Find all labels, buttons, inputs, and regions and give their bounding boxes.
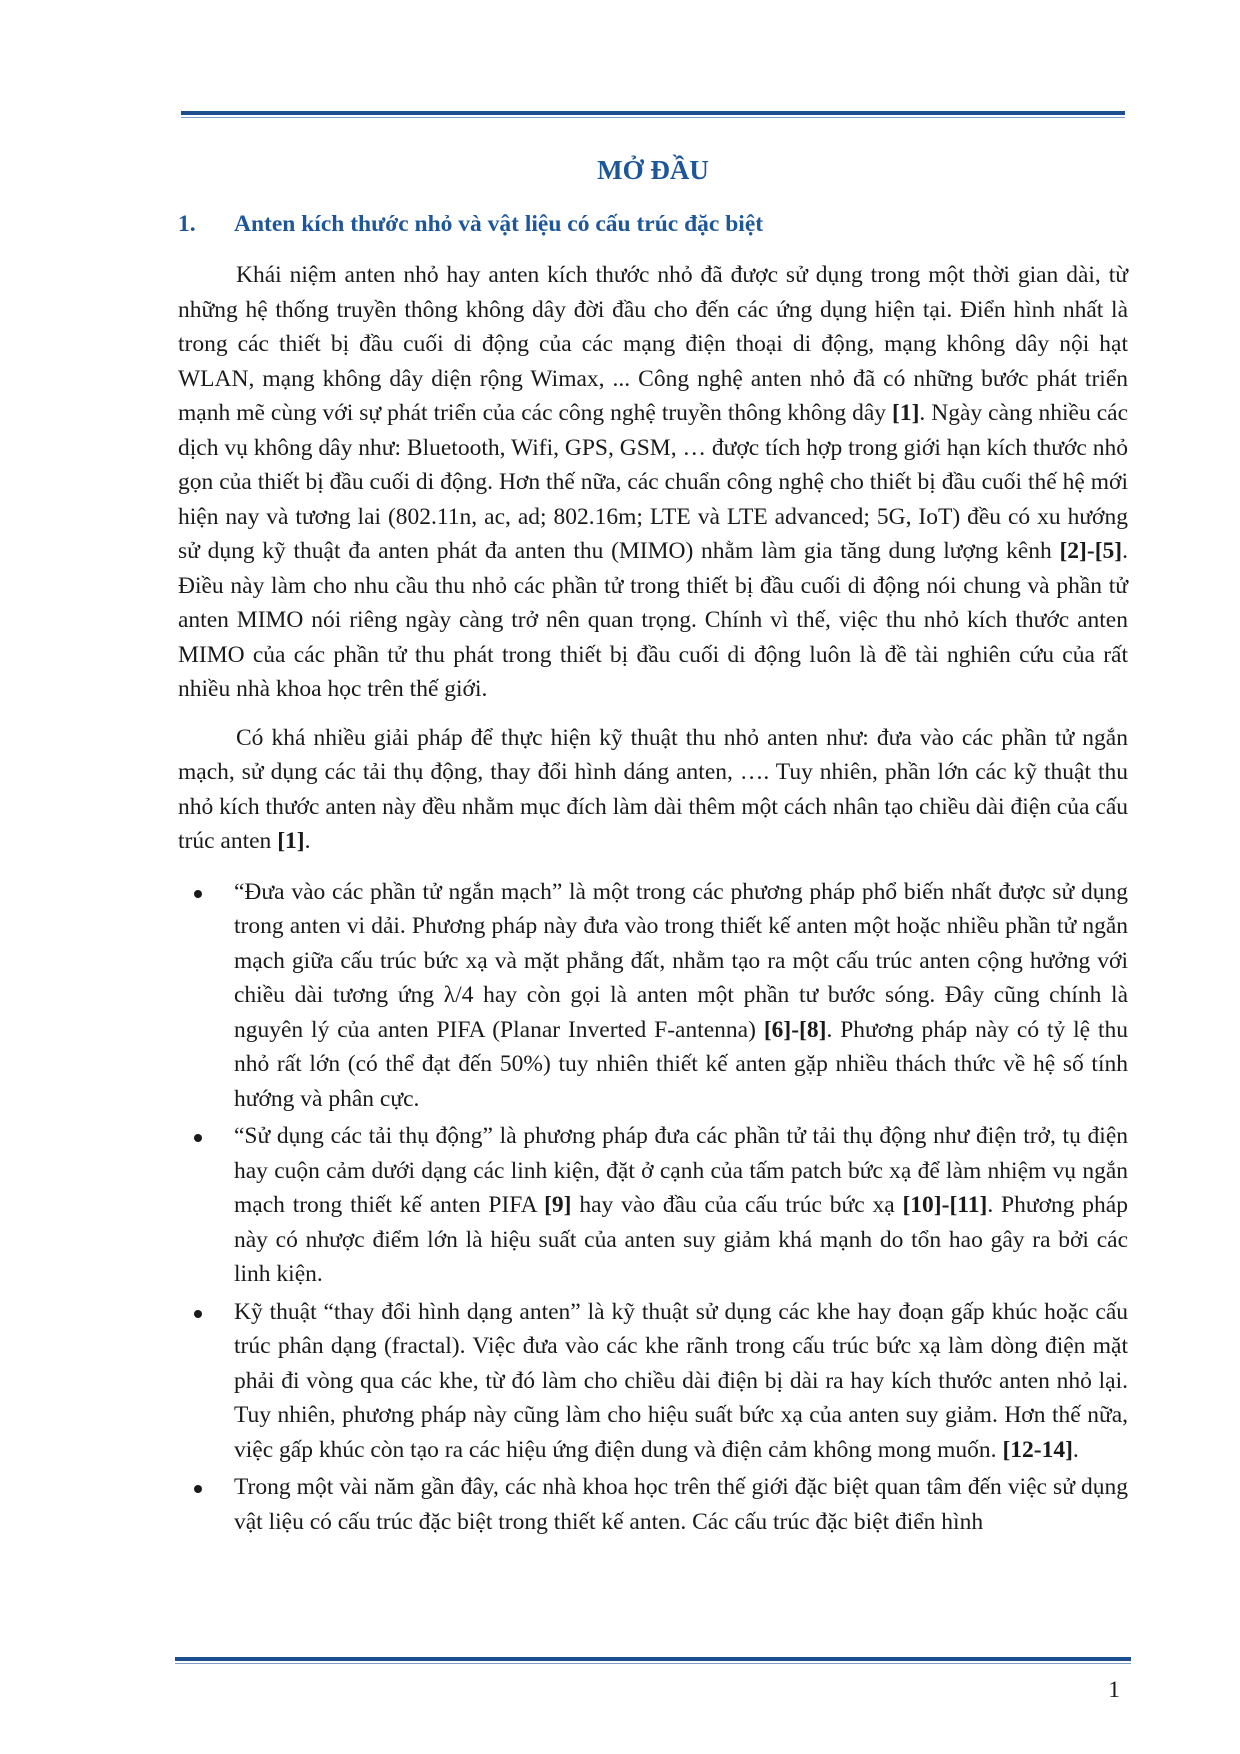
list-item-text: “Sử dụng các tải thụ động” là phương pháp đưa các phần tử tải thụ động như điện trở, tụ điện hay cuộn cảm dưới dạng các linh kiện, đặt ở cạnh của tấm patch bức xạ để làm nhiệm vụ ngắn mạch trong thiết kế anten PIFA [234, 1123, 1128, 1218]
method-list [178, 875, 1128, 1540]
citation: [9] [544, 1192, 572, 1218]
bullet-icon [194, 1310, 202, 1318]
list-item-text: . [1072, 1436, 1079, 1463]
bullet-icon [194, 890, 202, 898]
paragraph-1-text-c: . Điều này làm cho nhu cầu thu nhỏ các phần tử trong thiết bị đầu cuối di động nói chung và phần tử anten MIMO nói riêng ngày càng trở nên quan trọng. Chính vì thế, việc thu nhỏ kích thước anten MIMO của các phần tử thu phát trong thiết bị đầu cuối di động luôn là đề tài nghiên cứu của rất nhiều nhà khoa học trên thế giới. [178, 538, 1128, 702]
section-heading [178, 204, 1128, 244]
section-number: 1. [178, 211, 196, 237]
list-item-text: Kỹ thuật “thay đổi hình dạng anten” là kỹ thuật sử dụng các khe hay đoạn gấp khúc hoặc cấu trúc phân dạng (fractal). Việc đưa vào các khe rãnh trong cấu trúc bức xạ làm dòng điện mặt phải đi vòng qua các khe, từ đó làm cho chiều dài điện bị dài ra hay kích thước anten nhỏ lại. Tuy nhiên, phương pháp này cũng làm cho hiệu suất bức xạ của anten suy giảm. Hơn thế nữa, việc gấp khúc còn tạo ra các hiệu ứng điện dung và điện cảm không mong muốn. [234, 1298, 1128, 1463]
paragraph-2-text-a: Có khá nhiều giải pháp để thực hiện kỹ thuật thu nhỏ anten như: đưa vào các phần tử ngắn mạch, sử dụng các tải thụ động, thay đổi hình dáng anten, …. Tuy nhiên, phần lớn các kỹ thuật thu nhỏ kích thước anten này đều nhằm mục đích làm dài thêm một cách nhân tạo chiều dài điện của cấu trúc anten [178, 724, 1128, 854]
list-item-text: “Đưa vào các phần tử ngắn mạch” là một trong các phương pháp phổ biến nhất được sử dụng trong anten vi dải. Phương pháp này đưa vào trong thiết kế anten một hoặc nhiều phần tử ngắn mạch giữa cấu trúc bức xạ và mặt phẳng đất, nhằm tạo ra một cấu trúc anten cộng hưởng với chiều dài tương ứng λ/4 hay còn gọi là anten một phần tư bước sóng. Đây cũng chính là nguyên lý của anten PIFA (Planar Inverted F-antenna) [234, 878, 1128, 1043]
citation: [12-14] [1002, 1436, 1073, 1463]
list-item-text: . Phương pháp này có nhược điểm lớn là hiệu suất của anten suy giảm khá mạnh do tổn hao gây ra bởi các linh kiện. [234, 1192, 1128, 1287]
chapter-heading: MỞ ĐẦU [597, 155, 709, 185]
paragraph-1-text-a: Khái niệm anten nhỏ hay anten kích thước nhỏ đã được sử dụng trong một thời gian dài, từ những hệ thống truyền thông không dây đời đầu cho đến các ứng dụng hiện tại. Điển hình nhất là trong các thiết bị đầu cuối di động của các mạng điện thoại di động, mạng không dây nội hạt WLAN, mạng không dây diện rộng Wimax, ... Công nghệ anten nhỏ đã có những bước phát triển mạnh mẽ cùng với sự phát triển của các công nghệ truyền thông không dây [178, 262, 1128, 426]
citation: [1] [277, 828, 305, 854]
paragraph-2 [178, 721, 1128, 859]
paragraph-1 [178, 258, 1128, 707]
list-item [178, 1119, 1128, 1292]
list-item [178, 875, 1128, 1117]
page-number: 1 [1108, 1677, 1120, 1703]
paragraph-2-text-b: . [304, 828, 311, 854]
document-body [178, 148, 1128, 1542]
list-item [178, 1295, 1128, 1468]
header-rule [181, 111, 1125, 118]
list-item-text: hay vào đầu của cấu trúc bức xạ [571, 1192, 903, 1218]
section-title: Anten kích thước nhỏ và vật liệu có cấu trúc đặc biệt [234, 211, 764, 237]
bullet-icon [194, 1485, 202, 1493]
bullet-icon [194, 1134, 202, 1142]
citation: [6]-[8] [763, 1016, 827, 1043]
footer-rule [175, 1657, 1131, 1664]
list-item [178, 1470, 1128, 1539]
citation: [2]-[5] [1059, 538, 1123, 564]
citation: [10]-[11] [902, 1192, 988, 1218]
list-item-text: Trong một vài năm gần đây, các nhà khoa học trên thế giới đặc biệt quan tâm đến việc sử dụng vật liệu có cấu trúc đặc biệt trong thiết kế anten. Các cấu trúc đặc biệt điển hình [234, 1474, 1128, 1535]
list-item-text: . Phương pháp này có tỷ lệ thu nhỏ rất lớn (có thể đạt đến 50%) tuy nhiên thiết kế anten gặp nhiều thách thức về hệ số tính hướng và phân cực. [234, 1016, 1128, 1112]
paragraph-1-text-b: . Ngày càng nhiều các dịch vụ không dây như: Bluetooth, Wifi, GPS, GSM, … được tích hợp trong giới hạn kích thước nhỏ gọn của thiết bị đầu cuối di động. Hơn thế nữa, các chuẩn công nghệ cho thiết bị đầu cuối thế hệ mới hiện nay và tương lai (802.11n, ac, ad; 802.16m; LTE và LTE advanced; 5G, IoT) đều có xu hướng sử dụng kỹ thuật đa anten phát đa anten thu (MIMO) nhằm làm gia tăng dung lượng kênh [178, 400, 1129, 564]
citation: [1] [892, 400, 920, 426]
